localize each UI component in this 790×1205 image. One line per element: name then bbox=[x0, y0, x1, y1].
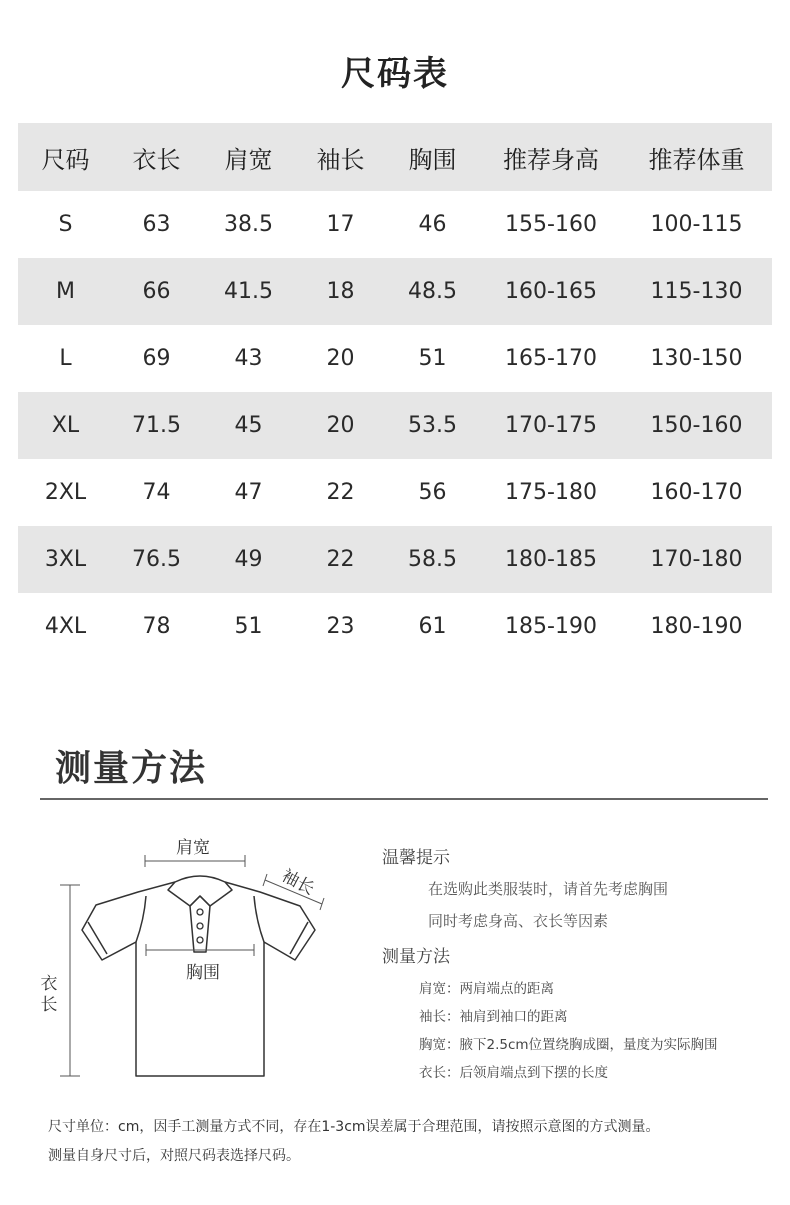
cell-shoulder: 47 bbox=[234, 480, 263, 505]
cell-height: 170-175 bbox=[505, 413, 597, 438]
cell-size: S bbox=[58, 212, 73, 237]
cell-height: 165-170 bbox=[505, 346, 597, 371]
cell-sleeve: 22 bbox=[326, 547, 355, 572]
cell-length: 74 bbox=[142, 480, 171, 505]
tips-panel bbox=[382, 843, 782, 1087]
cell-chest: 53.5 bbox=[408, 413, 457, 438]
method-item: 衣长：后领肩端点到下摆的长度 bbox=[419, 1065, 608, 1081]
tips-heading: 温馨提示 bbox=[382, 848, 450, 868]
cell-weight: 160-170 bbox=[650, 480, 743, 505]
cell-chest: 61 bbox=[418, 614, 447, 639]
header-size: 尺码 bbox=[41, 145, 90, 174]
table-row bbox=[18, 325, 772, 392]
table-row bbox=[18, 191, 772, 258]
note-line: 尺寸单位：cm，因手工测量方式不同，存在1-3cm误差属于合理范围，请按照示意图的方式测量。 bbox=[48, 1119, 660, 1135]
cell-size: 3XL bbox=[44, 547, 87, 572]
table-row bbox=[18, 459, 772, 526]
cell-weight: 115-130 bbox=[650, 279, 743, 304]
table-row bbox=[18, 593, 772, 660]
cell-weight: 100-115 bbox=[650, 212, 743, 237]
cell-weight: 180-190 bbox=[650, 614, 743, 639]
cell-shoulder: 45 bbox=[234, 413, 263, 438]
cell-size: XL bbox=[51, 413, 80, 438]
cell-height: 185-190 bbox=[505, 614, 597, 639]
cell-weight: 130-150 bbox=[650, 346, 743, 371]
method-item: 肩宽：两肩端点的距离 bbox=[419, 981, 554, 997]
cell-chest: 51 bbox=[418, 346, 447, 371]
cell-sleeve: 17 bbox=[326, 212, 355, 237]
sleeve-label: 袖长 bbox=[278, 865, 318, 900]
cell-height: 175-180 bbox=[505, 480, 597, 505]
method-item: 胸宽：腋下2.5cm位置绕胸成圈，量度为实际胸围 bbox=[419, 1037, 718, 1053]
cell-size: M bbox=[56, 279, 75, 304]
cell-sleeve: 18 bbox=[326, 279, 355, 304]
shirt-diagram bbox=[40, 830, 350, 1090]
tip-line: 在选购此类服装时，请首先考虑胸围 bbox=[428, 880, 669, 898]
table-row bbox=[18, 258, 772, 325]
shoulder-label: 肩宽 bbox=[176, 838, 210, 858]
method-heading: 测量方法 bbox=[382, 947, 450, 967]
cell-length: 66 bbox=[142, 279, 171, 304]
cell-size: L bbox=[59, 346, 72, 371]
cell-shoulder: 41.5 bbox=[224, 279, 273, 304]
cell-length: 71.5 bbox=[132, 413, 181, 438]
header-sleeve: 袖长 bbox=[316, 145, 365, 174]
cell-height: 155-160 bbox=[505, 212, 597, 237]
table-row bbox=[18, 392, 772, 459]
cell-size: 4XL bbox=[44, 614, 87, 639]
cell-sleeve: 20 bbox=[326, 413, 355, 438]
cell-length: 78 bbox=[142, 614, 171, 639]
method-item: 袖长：袖肩到袖口的距离 bbox=[419, 1009, 568, 1025]
table-header-row bbox=[18, 123, 772, 191]
cell-height: 180-185 bbox=[505, 547, 597, 572]
cell-chest: 58.5 bbox=[408, 547, 457, 572]
cell-weight: 170-180 bbox=[650, 547, 743, 572]
size-table bbox=[18, 123, 772, 660]
cell-shoulder: 49 bbox=[234, 547, 263, 572]
cell-shoulder: 43 bbox=[234, 346, 263, 371]
cell-size: 2XL bbox=[44, 480, 87, 505]
cell-weight: 150-160 bbox=[650, 413, 743, 438]
cell-chest: 56 bbox=[418, 480, 447, 505]
table-row bbox=[18, 526, 772, 593]
cell-sleeve: 22 bbox=[326, 480, 355, 505]
section-divider bbox=[40, 798, 768, 800]
header-length: 衣长 bbox=[132, 145, 181, 174]
length-label: 衣长 bbox=[40, 974, 58, 1015]
cell-shoulder: 38.5 bbox=[224, 212, 273, 237]
header-chest: 胸围 bbox=[408, 145, 457, 174]
cell-sleeve: 23 bbox=[326, 614, 355, 639]
measure-section-title: 测量方法 bbox=[55, 748, 208, 789]
page-title: 尺码表 bbox=[341, 54, 449, 94]
note-line: 测量自身尺寸后，对照尺码表选择尺码。 bbox=[48, 1148, 300, 1164]
tip-line: 同时考虑身高、衣长等因素 bbox=[428, 912, 609, 930]
cell-chest: 48.5 bbox=[408, 279, 457, 304]
cell-chest: 46 bbox=[418, 212, 447, 237]
header-height: 推荐身高 bbox=[503, 145, 599, 174]
cell-shoulder: 51 bbox=[234, 614, 263, 639]
cell-height: 160-165 bbox=[505, 279, 597, 304]
chest-label: 胸围 bbox=[184, 958, 222, 983]
header-weight: 推荐体重 bbox=[648, 145, 745, 174]
cell-length: 69 bbox=[142, 346, 171, 371]
header-shoulder: 肩宽 bbox=[224, 145, 273, 174]
cell-sleeve: 20 bbox=[326, 346, 355, 371]
cell-length: 76.5 bbox=[132, 547, 181, 572]
cell-length: 63 bbox=[142, 212, 171, 237]
